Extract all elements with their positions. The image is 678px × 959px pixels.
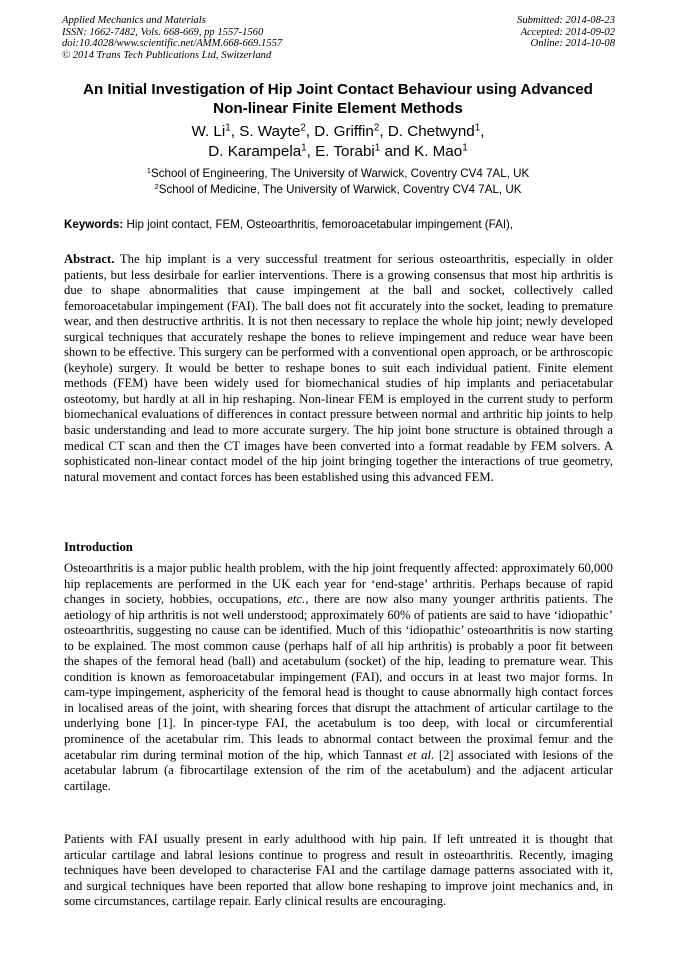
author: D. Karampela$^1$ — [208, 142, 307, 160]
affiliation-2: $^2$School of Medicine, The University of Warwick, Coventry CV4 7AL, UK — [154, 181, 522, 196]
keywords-list: Hip joint contact, FEM, Osteoarthritis, femoroacetabular impingement (FAI), — [126, 218, 514, 231]
affiliation-1: $^1$School of Engineering, The University of Warwick, Coventry CV4 7AL, UK — [146, 165, 530, 180]
affiliations — [60, 166, 616, 197]
paper-title — [60, 80, 616, 118]
abstract-text: The hip implant is a very successful treatment for serious osteoarthritis, especially in older patients, but less desirbale for earlier interventions. There is a growing consensus that most hip arthritis is due to shape abnormalities that cause impingement at the ball and socket, collectively called femoroacetabular impingement (FAI). The ball does not fit accurately into the socket, leading to premature wear, and then destructive arthritis. It is not then necessary to replace the whole hip joint; newly developed surgical techniques that accurately reshape the bones to relieve impingement and reduce wear have been shown to be effective. This surgery can be performed with a conventional open approach, or be arthroscopic (keyhole) surgery. It would be better to reshape bones to suit each individual patient. Finite element methods (FEM) have been widely used for biomechanical studies of hip implants and periacetabular osteotomy, but hardly at all in hip reshaping. Non-linear FEM is employed in the current study to perform biomechanical evaluations of differences in contact pressure between normal and arthritic hip joints to help basic understanding and lead to more accurate surgery. The hip joint bone structure is obtained through a medical CT scan and then the CT images have been converted into a format readable by FEM solvers. A sophisticated non-linear contact model of the hip joint bringing together the interactions of true geometry, natural movement and contact forces has been established using this advanced FEM. — [64, 252, 613, 484]
author: E. Torabi$^1$ — [315, 142, 381, 160]
author: D. Griffin$^2$ — [314, 122, 380, 140]
author-list: W. Li$^1$, S. Wayte$^2$, D. Griffin$^2$, D. Chetwynd$^1$, D. Karampela$^1$, E. Torabi$^1$ and K. Mao$^1$ — [191, 122, 485, 160]
accepted-date: Accepted: 2014-09-02 — [520, 26, 615, 38]
publication-info — [62, 15, 282, 61]
title-line-2: Non-linear Finite Element Methods — [213, 100, 463, 117]
submission-dates — [517, 15, 615, 50]
abstract — [64, 252, 613, 485]
author: D. Chetwynd$^1$ — [387, 122, 481, 140]
issn-line: ISSN: 1662-7482, Vols. 668-669, pp 1557-1560 — [62, 26, 264, 38]
doi-line: doi:10.4028/www.scientific.net/AMM.668-669.1557 — [62, 38, 283, 50]
journal-name: Applied Mechanics and Materials — [62, 15, 206, 26]
introduction-paragraph-1: Osteoarthritis is a major public health problem, with the hip joint frequently affected: approximately 60,000 hip replacements are performed in the UK each year for ‘end-stage’ arthritis. Perhaps because of rapid changes in society, hobbies, occupations, etc., there are now also many younger arthritis patients. The aetiology of hip arthritis is not well understood; approximately 60% of patients are said to have ‘idiopathic’ osteoarthritis, suggesting no cause can be identified. Much of this ‘idiopathic’ osteoarthritis is now starting to be explained. The most common cause (perhaps half of all hip arthritis) is probably a poor fit between the shapes of the femoral head (ball) and acetabulum (socket) of the hip, leading to premature wear. This condition is known as femoroacetabular impingement (FAI), and occurs in at least two major forms. In cam-type impingement, asphericity of the femoral head is thought to cause abnormally high contact forces in localised areas of the joint, with shearing forces that disrupt the attachment of articular cartilage to the underlying bone [1]. In pincer-type FAI, the acetabulum is too deep, with local or circumferential prominence of the acetabular rim. This leads to abnormal contact between the proximal femur and the acetabular rim during terminal motion of the hip, which Tannast et al. [2] associated with lesions of the acetabular labrum (a fibrocartilage extension of the rim of the acetabulum) and the adjacent articular cartilage. — [64, 561, 613, 793]
title-line-1: An Initial Investigation of Hip Joint Contact Behaviour using Advanced — [83, 81, 593, 98]
author: W. Li$^1$ — [191, 122, 231, 140]
keywords — [64, 218, 616, 232]
submitted-date: Submitted: 2014-08-23 — [517, 15, 615, 26]
section-heading-introduction: Introduction — [64, 540, 133, 554]
author: S. Wayte$^2$ — [239, 122, 306, 140]
copyright-line: © 2014 Trans Tech Publications Ltd, Switzerland — [62, 49, 272, 61]
online-date: Online: 2014-10-08 — [530, 38, 615, 50]
introduction-paragraph-2: Patients with FAI usually present in early adulthood with hip pain. If left untreated it is thought that articular cartilage and labral lesions continue to progress and result in osteoarthritis. Recently, imaging techniques have been developed to characterise FAI and the cartilage damage patterns associated with it, and surgical techniques have been reported that allow bone reshaping to improve joint mechanics and, in some circumstances, cartilage repair. Early clinical results are encouraging. — [64, 832, 613, 909]
abstract-label: Abstract. — [64, 252, 115, 266]
keywords-label: Keywords: — [64, 218, 124, 231]
author: K. Mao$^1$ — [414, 142, 468, 160]
